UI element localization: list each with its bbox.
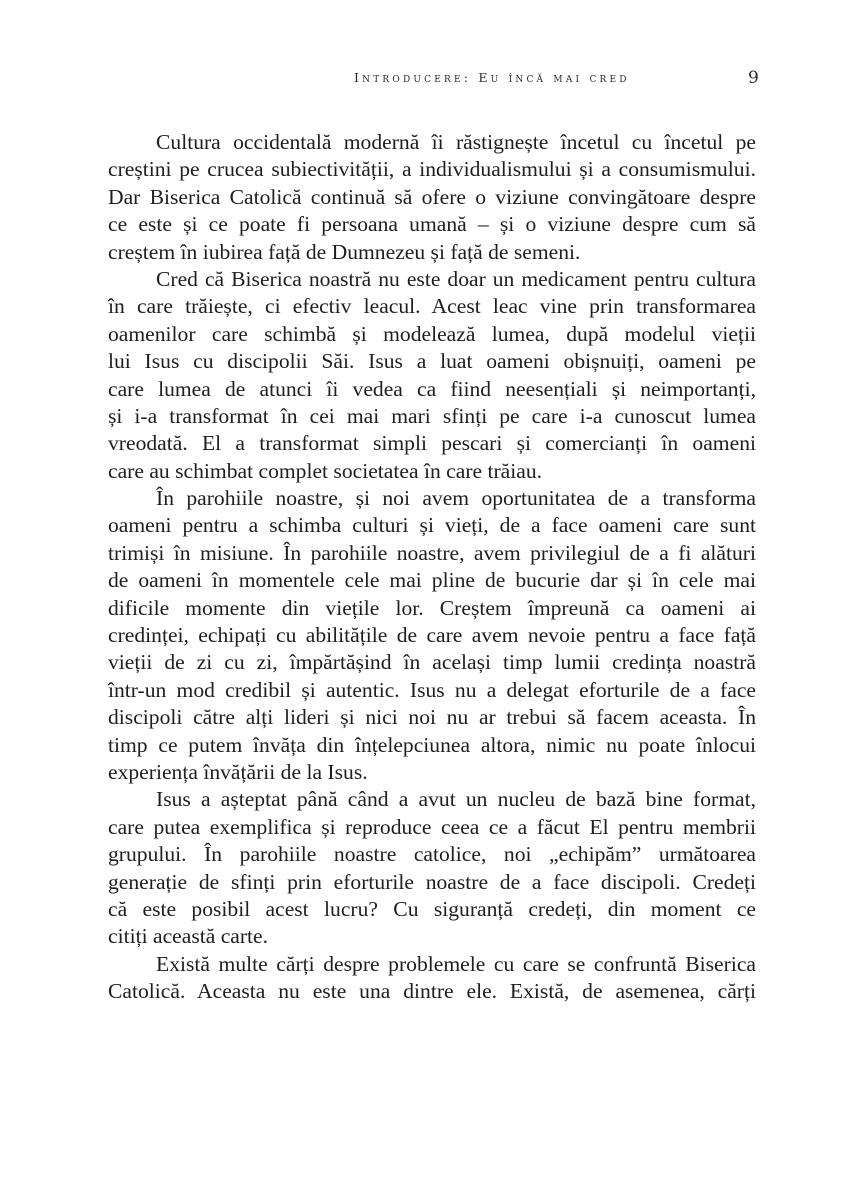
text-line: experiența învățării de la Isus. [108,759,368,784]
text-line: Catolică. Aceasta nu este una dintre ele. Există, de asemenea, cărți [108,979,756,1004]
paragraph [108,129,756,266]
text-line: În parohiile noastre, și noi avem oportunitatea de a transforma [156,486,756,511]
text-line: trimiși în misiune. În parohiile noastre, avem privilegiul de a fi alături [108,540,756,565]
text-line: care putea exemplifica și reproduce ceea ce a făcut El pentru membrii [108,814,756,839]
paragraph [108,951,756,1006]
text-line: și i-a transformat în cei mai mari sfinți pe care i-a cunoscut lumea [108,403,756,428]
text-line: ce este și ce poate fi persoana umană – și o viziune despre cum să [108,212,756,237]
text-line: generație de sfinți prin eforturile noastre de a face discipoli. Credeți [108,869,756,894]
text-line: dificile momente din viețile lor. Creștem împreună ca oameni ai [108,595,756,620]
text-line: timp ce putem învăța din înțelepciunea altora, nimic nu poate înlocui [108,732,756,757]
text-line: care lumea de atunci îi vedea ca fiind neesențiali și neimportanți, [108,376,756,401]
text-line: Cultura occidentală modernă îi răstignește încetul cu încetul pe [156,130,756,154]
text-line: vreodată. El a transformat simpli pescari și comercianți în oameni [108,431,756,456]
text-line: creștini pe crucea subiectivității, a individualismului și a consumismului. [108,157,756,182]
text-line: că este posibil acest lucru? Cu siguranță credeți, din moment ce [108,896,756,921]
paragraph [108,266,756,485]
text-line: citiți această carte. [108,924,269,949]
text-line: Există multe cărți despre problemele cu care se confruntă Biserica [156,951,756,976]
paragraph [108,485,756,786]
text-line: Cred că Biserica noastră nu este doar un medicament pentru cultura [156,266,756,291]
text-line: lui Isus cu discipolii Săi. Isus a luat oameni obișnuiți, oameni pe [108,349,756,374]
text-line: Isus a așteptat până când a avut un nucleu de bază bine format, [156,787,756,812]
running-head-title: Introducere: Eu încă mai cred [354,70,630,85]
text-line: discipoli către alți lideri și nici noi nu ar trebui să facem aceasta. În [108,705,756,730]
body-text [108,129,756,1006]
text-line: Dar Biserica Catolică continuă să ofere o viziune convingătoare despre [108,184,756,209]
text-line: oameni pentru a schimba culturi și vieți, de a face oameni care sunt [108,513,756,538]
text-line: într-un mod credibil și autentic. Isus nu a delegat eforturile de a face [108,677,756,702]
text-line: credinței, echipați cu abilitățile de care avem nevoie pentru a face față [108,623,756,648]
paragraph [108,786,756,950]
text-line: vieții de zi cu zi, împărtășind în același timp lumii credința noastră [108,650,756,675]
text-line: oamenilor care schimbă și modelează lumea, după modelul vieții [108,321,756,346]
text-line: care au schimbat complet societatea în care trăiau. [108,458,543,483]
page-number: 9 [748,68,759,88]
text-line: de oameni în momentele cele mai pline de bucurie dar și în cele mai [108,568,756,593]
text-line: creștem în iubirea față de Dumnezeu și față de semeni. [108,239,581,264]
text-line: în care trăiește, ci efectiv leacul. Acest leac vine prin transformarea [108,294,756,319]
text-line: grupului. În parohiile noastre catolice, noi „echipăm” următoarea [108,842,756,867]
